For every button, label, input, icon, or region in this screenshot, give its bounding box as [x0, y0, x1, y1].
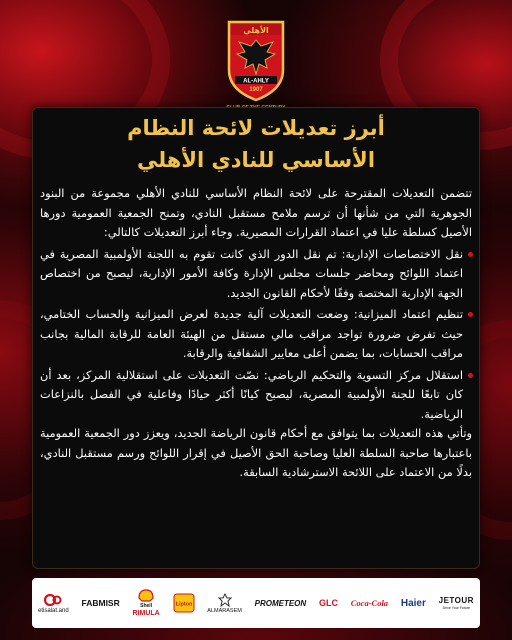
- sponsor-rimula-label: RIMULA: [132, 610, 160, 617]
- closing-paragraph: وتأتي هذه التعديلات بما يتوافق مع أحكام قانون الرياضة الجديد، ويعزز دور الجمعية العمومية باعتبارها صاحبة السلطة العليا وصاحبة الحق الأصيل في إقرار اللوائح ورسم مستقبل النادي، بدلًا من الاعتماد على اللائحة الاسترشادية السابقة.: [40, 426, 472, 479]
- sponsor-glc: [319, 598, 338, 608]
- list-item: [40, 245, 472, 304]
- sponsor-jetour: [439, 596, 474, 610]
- sponsor-shell-label: Shell: [140, 603, 153, 609]
- list-item-text: تنظيم اعتماد الميزانية: وضعت التعديلات آلية جديدة لعرض الميزانية والحساب الختامي، حيث تفرض ضرورة تواجد مراقب مالي مستقل من الهيئة العامة للرقابة المالية بجانب مراقب الحسابات، بما يضمن أعلى معايير الشفافية والرقابة.: [40, 307, 463, 360]
- bullet-icon: [468, 373, 473, 378]
- sponsor-etisalat-label: etisalat.and: [38, 607, 69, 614]
- list-item-text: استقلال مركز التسوية والتحكيم الرياضي: نصّت التعديلات على استقلالية المركز، بعد أن كان تابعًا للجنة الأولمبية المصرية، ليصبح كيانًا أكثر حيادًا وفاعلية في الفصل بالنزاعات الرياضية.: [40, 367, 463, 421]
- sponsor-haier: [401, 598, 426, 609]
- sponsor-fabmisr-label: FABMISR: [81, 598, 120, 608]
- sponsor-fabmisr: [81, 598, 119, 608]
- logo-year-text: 1907: [249, 87, 263, 93]
- bullet-icon: [468, 252, 473, 257]
- almarasem-logo-icon: [218, 593, 232, 607]
- title-line-2: الأساسي للنادي الأهلي: [136, 148, 376, 172]
- article-body: [40, 184, 472, 483]
- sponsor-lipton: [173, 593, 195, 613]
- etisalat-logo-icon: [43, 593, 63, 607]
- list-item: [40, 305, 472, 364]
- bullet-icon: [468, 312, 473, 317]
- list-item-text: نقل الاختصاصات الإدارية: تم نقل الدور الذي كانت تقوم به اللجنة الأولمبية المصرية في اعتماد اللوائح ومحاضر جلسات مجلس الإدارة وكافة الأمور الإدارية، ليصبح من اختصاص الجهة الإدارية المختصة وفقًا لأحكام القانون الجديد.: [40, 246, 463, 300]
- sponsor-jetour-tagline: Drive Your Future: [442, 606, 470, 610]
- sponsor-prometeon-label: PROMETEON: [254, 598, 307, 608]
- logo-arabic-text: الأهلي: [243, 26, 269, 35]
- sponsor-prometeon: [255, 599, 307, 608]
- sponsor-shell-rimula: [133, 589, 160, 617]
- title-line-1: أبرز تعديلات لائحة النظام: [127, 116, 385, 140]
- lipton-logo-icon: [173, 593, 195, 613]
- list-item: [40, 366, 472, 425]
- sponsor-cocacola: [351, 598, 388, 608]
- sponsor-almarasem-label: ALMARASEM: [207, 607, 242, 614]
- sponsors-bar: [32, 578, 480, 628]
- sponsor-almarasem: [207, 593, 242, 614]
- sponsor-jetour-label: JETOUR: [438, 596, 474, 605]
- sponsor-lipton-label: Lipton: [175, 601, 192, 608]
- club-logo: [223, 18, 289, 112]
- shell-logo-icon: [138, 589, 154, 602]
- sponsor-cocacola-label: Coca-Cola: [350, 598, 389, 608]
- sponsor-haier-label: Haier: [400, 597, 426, 609]
- logo-name-text: AL-AHLY: [243, 78, 269, 85]
- intro-paragraph: تتضمن التعديلات المقترحة على لائحة النظام الأساسي للنادي الأهلي مجموعة من البنود الجوهرية التي من شأنها أن ترسم ملامح مستقبل النادي، وتمنح الجمعية العمومية دورها الأصيل كسلطة عليا في اعتماد القرارات المصيرية. وجاء أبرز التعديلات كالتالي:: [40, 186, 472, 239]
- sponsor-glc-label: GLC: [318, 598, 338, 608]
- sponsor-etisalat: [38, 593, 69, 614]
